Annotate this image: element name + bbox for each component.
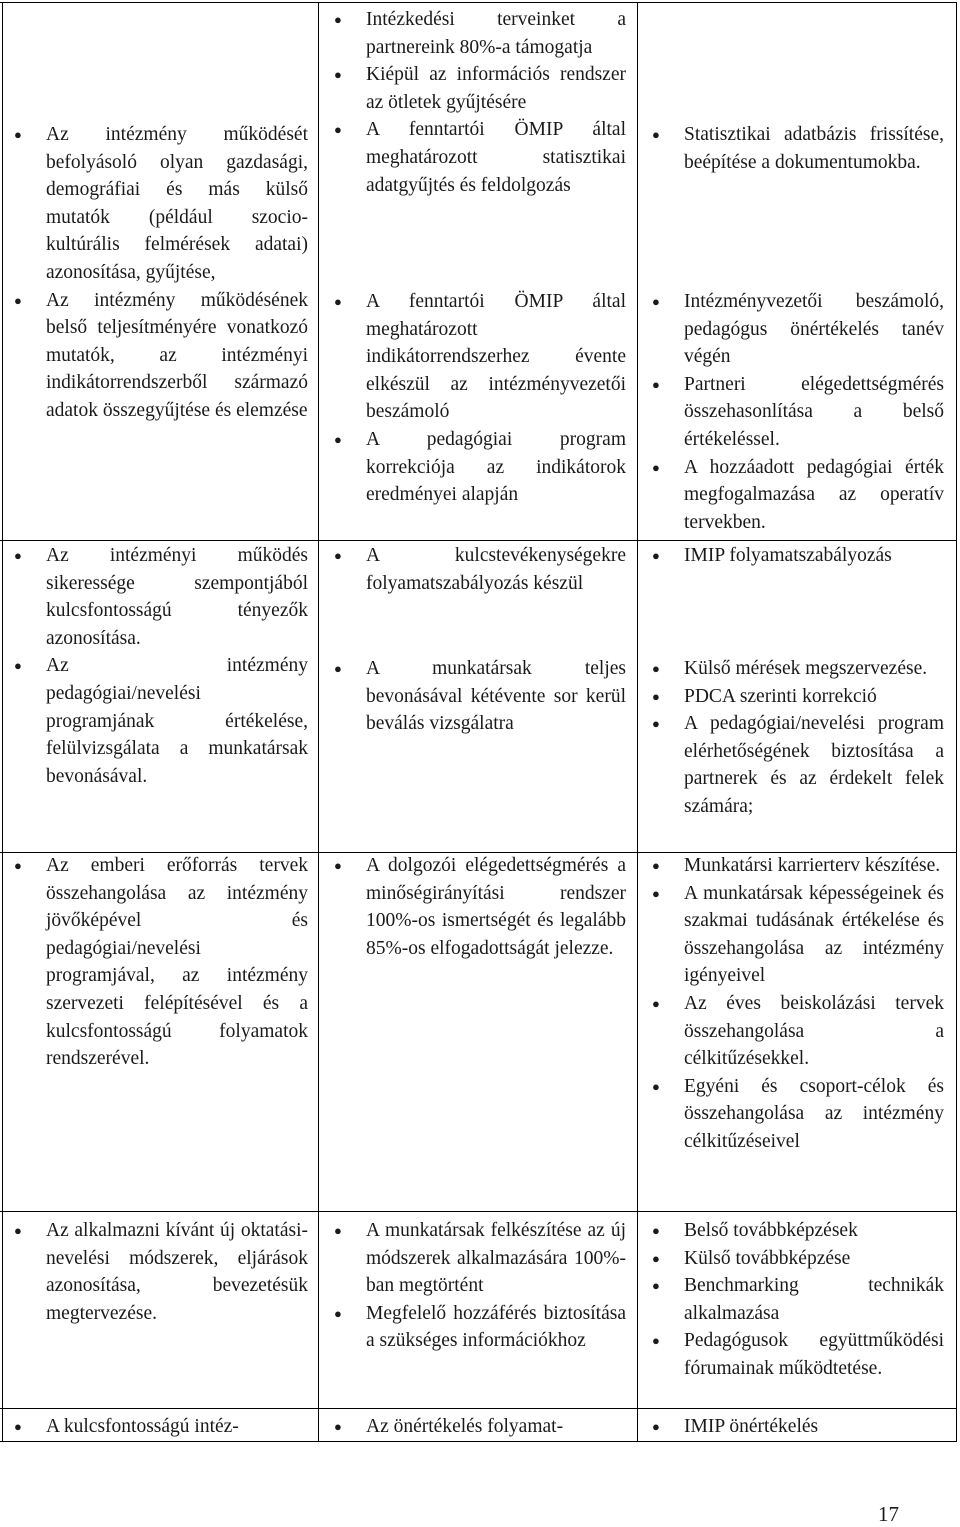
list-item: ● Statisztikai adatbázis frissítése, beépítése a dokumentumokba. (650, 121, 944, 176)
row2-area-cell (12, 542, 308, 790)
list-item: ● Egyéni és csoport-célok és összehangolása az intézmény célkitűzéseivel (650, 1073, 944, 1156)
list-item: ● A fenntartói ÖMIP által meghatározott statisztikai adatgyűjtés és feldolgozás (332, 116, 626, 199)
list-item: ● A kulcstevékenységekre folyamatszabályozás készül (332, 542, 626, 597)
table-border-right (956, 2, 957, 1442)
list-item: ● Az éves beiskolázási tervek összehangolása a célkitűzésekkel. (650, 990, 944, 1073)
page-number: 17 (878, 1502, 899, 1526)
list-item: ● A fenntartói ÖMIP által meghatározott indikátorrendszerhez évente elkészül az intézményvezetői beszámoló (332, 288, 626, 426)
list-item: ● PDCA szerinti korrekció (650, 683, 944, 711)
row3-task-cell (650, 852, 944, 1156)
list-item: ● A kulcsfontosságú intéz- (12, 1413, 308, 1441)
list-item: ● Az intézményi működés sikeressége szempontjából kulcsfontosságú tényezők azonosítása. (12, 542, 308, 652)
row-divider (0, 540, 957, 541)
list-item: ● Partneri elégedettségmérés összehasonlítása a belső értékeléssel. (650, 371, 944, 454)
table-border-top (0, 2, 957, 3)
list-item: ● Az intézmény pedagógiai/nevelési programjának értékelése, felülvizsgálata a munkatársak bevonásával. (12, 652, 308, 790)
row1-goal-cell-bottom (332, 288, 626, 509)
row2-goal-cell-bottom (332, 655, 626, 738)
list-item: ● A munkatársak felkészítése az új módszerek alkalmazására 100%-ban megtörtént (332, 1217, 626, 1300)
list-item: ● Intézményvezetői beszámoló, pedagógus önértékelés tanév végén (650, 288, 944, 371)
row5-area-cell (12, 1413, 308, 1441)
list-item: ● A dolgozói elégedettségmérés a minőségirányítási rendszer 100%-os ismertségét és legalább 85%-os elfogadottságát jelezze. (332, 852, 626, 962)
row4-task-cell (650, 1217, 944, 1383)
list-item: ● IMIP önértékelés (650, 1413, 944, 1441)
row1-area-cell (12, 121, 308, 425)
list-item: ● Az alkalmazni kívánt új oktatási-nevelési módszerek, eljárások azonosítása, bevezetésük megtervezése. (12, 1217, 308, 1327)
row1-goal-cell-top (332, 6, 626, 199)
row4-area-cell (12, 1217, 308, 1327)
list-item: ● Megfelelő hozzáférés biztosítása a szükséges információkhoz (332, 1300, 626, 1355)
row-divider (0, 1408, 957, 1409)
list-item: ● A munkatársak teljes bevonásával kétévente sor kerül beválás vizsgálatra (332, 655, 626, 738)
row3-area-cell (12, 852, 308, 1073)
list-item: ● Kiépül az információs rendszer az ötletek gyűjtésére (332, 61, 626, 116)
row5-task-cell (650, 1413, 944, 1441)
table-border-bottom (0, 1441, 957, 1442)
list-item: ● Az emberi erőforrás tervek összehangolása az intézmény jövőképével és pedagógiai/nevelési programjával, az intézmény szervezeti felépítésével és a kulcsfontosságú folyamatok rendszerével. (12, 852, 308, 1073)
list-item: ● Külső továbbképzése (650, 1245, 944, 1273)
list-item: ● A pedagógiai/nevelési program elérhetőségének biztosítása a partnerek és az érdekelt felek számára; (650, 710, 944, 820)
column-divider (637, 2, 638, 1442)
table-border-left (2, 2, 3, 1442)
list-item: ● A hozzáadott pedagógiai érték megfogalmazása az operatív tervekben. (650, 454, 944, 537)
row5-goal-cell (332, 1413, 626, 1441)
column-divider (318, 2, 319, 1442)
row2-task-cell-bottom (650, 655, 944, 821)
row2-goal-cell-top (332, 542, 626, 597)
list-item: ● Az intézmény működését befolyásoló olyan gazdasági, demográfiai és más külső mutatók (például szocio-kultúrális felmérések adatai) azonosítása, gyűjtése, (12, 121, 308, 287)
list-item: ● Külső mérések megszervezése. (650, 655, 944, 683)
list-item: ● Benchmarking technikák alkalmazása (650, 1272, 944, 1327)
list-item: ● A munkatársak képességeinek és szakmai tudásának értékelése és összehangolása az intézmény igényeivel (650, 880, 944, 990)
list-item: ● Az intézmény működésének belső teljesítményére vonatkozó mutatók, az intézményi indikátorrendszerből származó adatok összegyűjtése és elemzése (12, 287, 308, 425)
row1-task-cell-top (650, 121, 944, 176)
list-item: ● Munkatársi karrierterv készítése. (650, 852, 944, 880)
list-item: ● Az önértékelés folyamat- (332, 1413, 626, 1441)
list-item: ● IMIP folyamatszabályozás (650, 542, 944, 570)
row-divider (0, 1211, 957, 1212)
row1-task-cell-bottom (650, 288, 944, 536)
list-item: ● Pedagógusok együttműködési fórumainak működtetése. (650, 1327, 944, 1382)
list-item: ● Belső továbbképzések (650, 1217, 944, 1245)
row2-task-cell-top (650, 542, 944, 570)
list-item: ● Intézkedési terveinket a partnereink 80%-a támogatja (332, 6, 626, 61)
list-item: ● A pedagógiai program korrekciója az indikátorok eredményei alapján (332, 426, 626, 509)
row3-goal-cell (332, 852, 626, 962)
row4-goal-cell (332, 1217, 626, 1355)
